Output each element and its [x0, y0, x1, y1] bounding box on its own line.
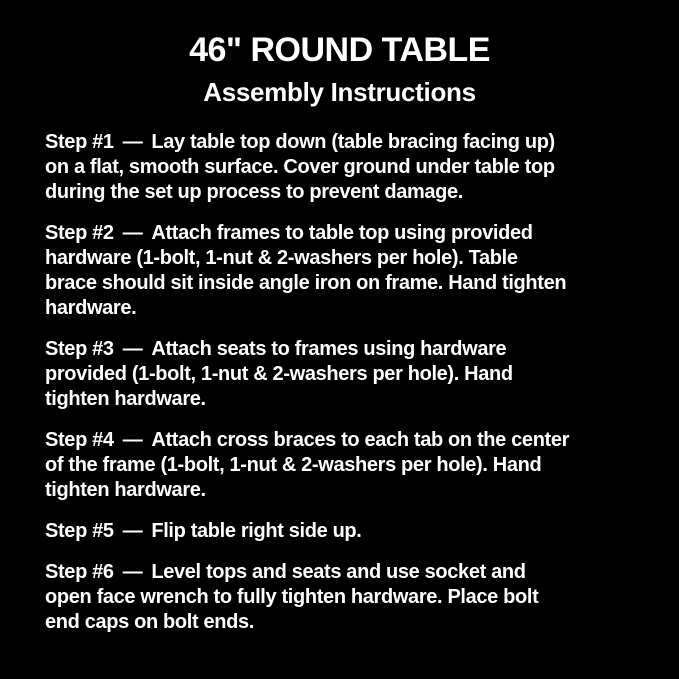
step-1 [45, 130, 651, 205]
step-text: Lay table top down (table bracing facing up) [151, 131, 555, 153]
em-dash: — [122, 520, 143, 542]
step-label: Step #2 [45, 222, 114, 244]
step-line: tighten hardware. [45, 479, 206, 501]
step-3 [45, 337, 651, 412]
step-line: end caps on bolt ends. [45, 611, 254, 633]
step-line [45, 130, 651, 155]
step-label: Step #3 [45, 338, 114, 360]
step-line: hardware (1-bolt, 1-nut & 2-washers per hole). Table [45, 247, 518, 269]
step-line: provided (1-bolt, 1-nut & 2-washers per hole). Hand [45, 363, 513, 385]
step-line [45, 221, 651, 246]
step-label: Step #4 [45, 429, 114, 451]
step-6 [45, 560, 651, 635]
step-line: open face wrench to fully tighten hardware. Place bolt [45, 586, 539, 608]
step-label: Step #6 [45, 561, 114, 583]
instructions-list [45, 130, 651, 635]
step-text: Flip table right side up. [151, 520, 362, 542]
page-subtitle: Assembly Instructions [203, 77, 476, 107]
step-line: on a flat, smooth surface. Cover ground under table top [45, 156, 555, 178]
step-line: of the frame (1-bolt, 1-nut & 2-washers per hole). Hand [45, 454, 542, 476]
step-label: Step #5 [45, 520, 114, 542]
step-text: Attach seats to frames using hardware [151, 338, 507, 360]
step-line: brace should sit inside angle iron on frame. Hand tighten [45, 272, 567, 294]
em-dash: — [122, 131, 143, 153]
em-dash: — [122, 222, 143, 244]
step-line [45, 519, 651, 544]
em-dash: — [122, 561, 143, 583]
step-line: during the set up process to prevent damage. [45, 181, 464, 203]
step-text: Attach frames to table top using provided [151, 222, 533, 244]
step-text: Attach cross braces to each tab on the center [151, 429, 570, 451]
page-title: 46" ROUND TABLE [189, 31, 490, 69]
step-label: Step #1 [45, 131, 114, 153]
step-4 [45, 428, 651, 503]
step-line: hardware. [45, 297, 137, 319]
header [0, 0, 679, 107]
em-dash: — [122, 429, 143, 451]
step-line: tighten hardware. [45, 388, 206, 410]
step-line [45, 560, 651, 585]
step-line [45, 428, 651, 453]
em-dash: — [122, 338, 143, 360]
step-5 [45, 519, 651, 544]
step-2 [45, 221, 651, 321]
step-text: Level tops and seats and use socket and [151, 561, 526, 583]
step-line [45, 337, 651, 362]
